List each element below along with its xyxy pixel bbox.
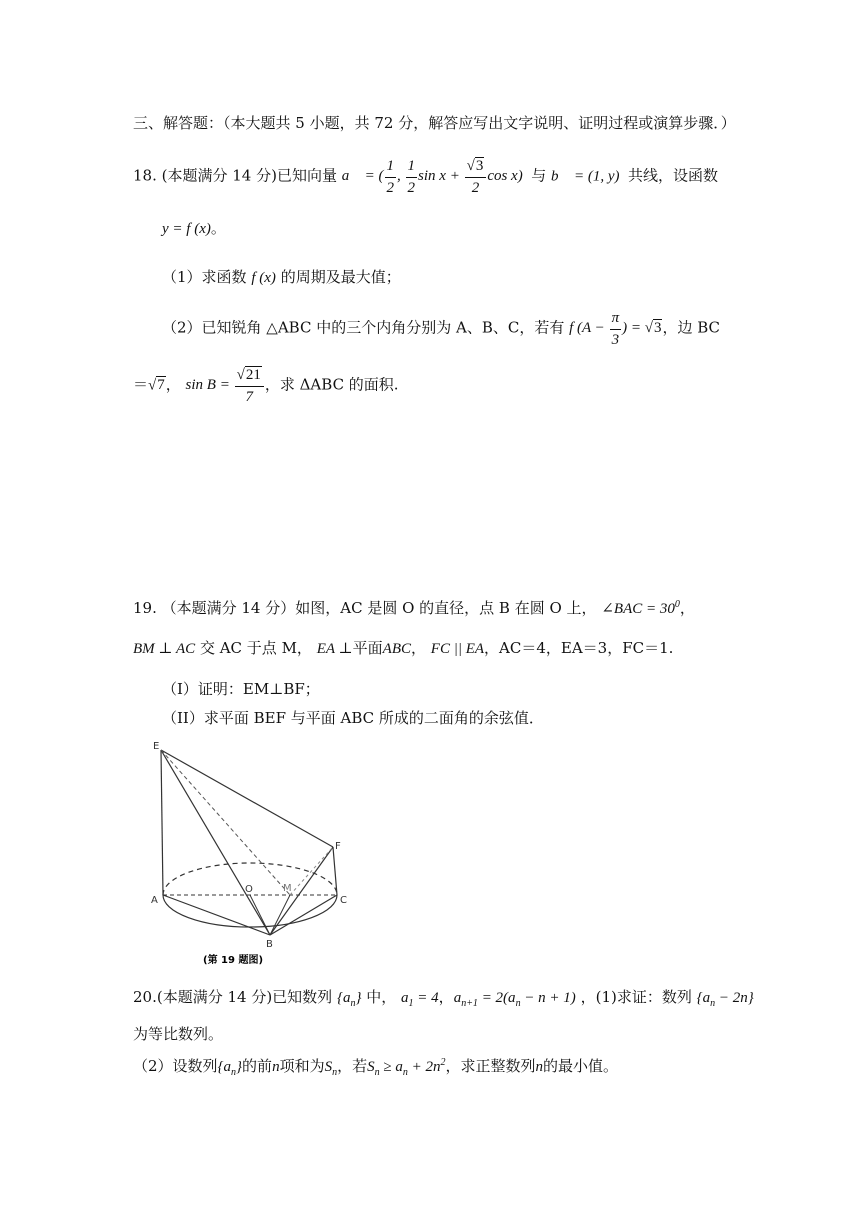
q18-func-line — [162, 221, 226, 237]
label-o: O — [245, 884, 253, 895]
q18-part2-cont — [133, 367, 399, 405]
q18-p2-b: ，边 BC — [662, 318, 720, 337]
label-e: E — [153, 741, 160, 752]
angle-bac: ∠BAC = $30^0$ — [601, 599, 680, 617]
q18-part1 — [162, 270, 401, 286]
q20-line1-c: ，(1)求证：数列 — [580, 988, 692, 1006]
q20-line3-d: ，若 — [337, 1057, 368, 1075]
q19-part1: （I）证明：EM⊥BF； — [162, 680, 320, 698]
q20-line1-a: 20.(本题满分 14 分)已知数列 — [133, 988, 333, 1006]
q19-part2: （II）求平面 BEF 与平面 ABC 所成的二面角的余弦值． — [162, 709, 544, 727]
q18-p1-a: （1）求函数 — [162, 268, 247, 286]
f-condition: f (A − $\frac{\pi}{3}$ ) = √3 — [569, 310, 662, 348]
q20-line3-f: 的最小值。 — [542, 1057, 618, 1075]
q19-line1-b: ， — [679, 599, 695, 617]
vector-a-formula: a⃗ = ( $\frac{1}{2}$ , $\frac{1}{2}$ sin x + $\frac{√3}{2}$ cos x) — [341, 158, 527, 196]
label-b: B — [266, 939, 273, 950]
q20-line1-b: 中， — [366, 988, 397, 1006]
q18-tail: 共线，设函数 — [628, 166, 719, 185]
label-a: A — [151, 895, 158, 906]
label-c: C — [340, 895, 347, 906]
q20-line2: 为等比数列。 — [133, 1025, 224, 1043]
q19-line2-b: ， — [411, 639, 427, 657]
q18-p1-b: 的周期及最大值； — [280, 268, 401, 286]
ea-perp-plane: EA ⊥ — [316, 641, 353, 657]
fc-parallel-ea: FC || EA — [430, 641, 485, 657]
q18-p2-a: （2）已知锐角 △ABC 中的三个内角分别为 A、B、C，若有 — [162, 318, 565, 337]
q18-mid: 与 — [531, 166, 547, 185]
q20-line3-e: ，求正整数列 — [445, 1057, 536, 1075]
label-m: M — [283, 883, 292, 894]
q19-line2 — [133, 641, 673, 657]
q18-p3-c: ，求 ΔABC 的面积. — [264, 375, 399, 394]
seq-an: $\{a_n\}$ — [336, 990, 362, 1009]
q19-line2-a: 交 AC 于点 M， — [199, 639, 312, 657]
q20-line3-b: 的前 — [242, 1057, 273, 1075]
func-def: y = f (x) — [162, 221, 211, 237]
q18-part2 — [162, 310, 720, 348]
vector-b-formula: b⃗ = (1, y) — [551, 168, 624, 185]
bc-value: √7 — [148, 377, 165, 394]
q18-func-end: 。 — [210, 219, 226, 237]
recurrence: $a_{n+1} = 2(a_n - n + 1)$ — [453, 990, 576, 1009]
q20-line1: 20.(本题满分 14 分)已知数列 $\{a_n\}$ 中， $a_1 = 4$，$a_{n+1} = 2(a_n - n + 1)$ ，(1)求证：数列 $\{a_n - 2n\}$ — [133, 988, 754, 1009]
bm-perp-ac: BM ⊥ AC — [133, 641, 196, 657]
q18-p3-b: ， — [165, 375, 181, 394]
plane-abc: ABC — [382, 641, 411, 657]
q20-line3 — [133, 1058, 618, 1078]
q18-p3-a: ＝ — [133, 375, 149, 394]
q20-line3-a: （2）设数列 — [133, 1057, 218, 1075]
figure-caption: (第 19 题图) — [203, 955, 264, 966]
section-header: 三、解答题：（本大题共 5 小题，共 72 分，解答应写出文字说明、证明过程或演算步骤．） — [133, 114, 736, 132]
q19-line1 — [133, 600, 695, 617]
q19-line1-a: 19. （本题满分 14 分）如图，AC 是圆 O 的直径，点 B 在圆 O 上， — [133, 599, 597, 617]
q19-line2-c: ，AC＝4，EA＝3，FC＝1. — [484, 639, 674, 657]
fx-symbol: f (x) — [251, 270, 276, 286]
q20-line3-c: 项和为 — [279, 1057, 325, 1075]
a1-value: $a_1 = 4$ — [401, 990, 439, 1009]
geometry-figure — [145, 735, 360, 970]
label-f: F — [335, 841, 341, 852]
seq-an-2: $\{a_n\}$ — [217, 1059, 243, 1078]
inequality: $S_n \ge a_n + 2n^2$ — [367, 1057, 446, 1078]
q18-lead: 18. (本题满分 14 分)已知向量 — [133, 166, 337, 185]
n-symbol-2: n — [535, 1059, 543, 1075]
seq-an-2n: $\{a_n - 2n\}$ — [696, 990, 754, 1009]
plane-word: 平面 — [352, 639, 383, 657]
sn-symbol: $S_n$ — [324, 1059, 338, 1078]
n-symbol: n — [272, 1059, 280, 1075]
sinb-value: sin B = $\frac{√21}{7}$ — [186, 377, 265, 393]
q18-line1 — [133, 158, 718, 196]
cylinder-diagram — [145, 735, 360, 970]
